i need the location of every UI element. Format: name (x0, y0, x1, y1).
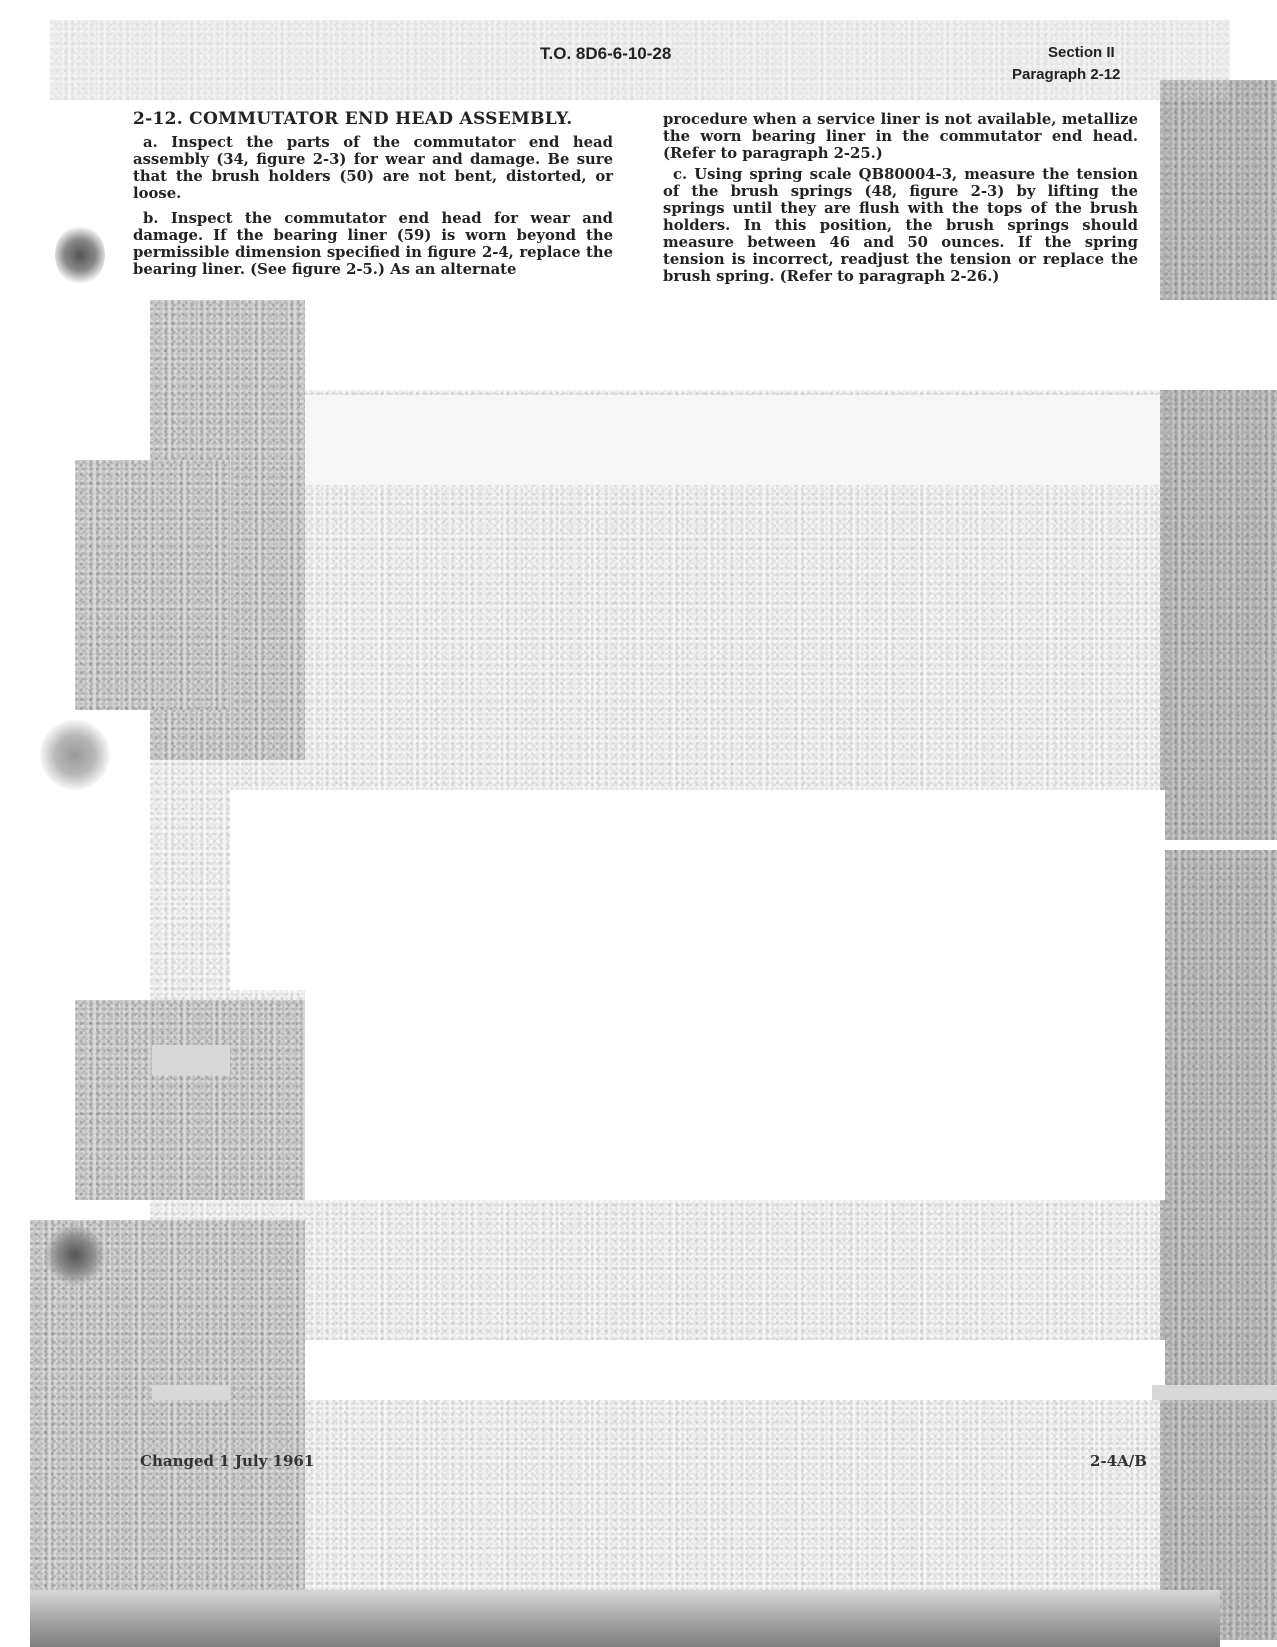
punch-hole-mark (40, 720, 110, 790)
paragraph-a: a. Inspect the parts of the commutator end head assembly (34, figure 2-3) for wear and damage. Be sure that the brush holders (50) are not bent, distorted, or loose. (133, 134, 613, 202)
blank-region (305, 300, 1277, 390)
document-number: T.O. 8D6-6-10-28 (540, 44, 672, 63)
right-column (663, 111, 1138, 289)
page-number: 2-4A/B (1090, 1452, 1147, 1470)
gray-patch (152, 1385, 230, 1400)
paragraph-c: c. Using spring scale QB80004-3, measure the tension of the brush springs (48, figure 2-3) by lifting the springs until they are flush with the tops of the brush holders. In this position, the brush springs should measure between 46 and 50 ounces. If the spring tension is incorrect, readjust the tension or replace the brush spring. (Refer to paragraph 2-26.) (663, 166, 1138, 285)
scan-noise (75, 1000, 305, 1200)
scan-noise (75, 460, 230, 710)
blank-region (305, 1340, 1165, 1400)
blank-region (305, 790, 1165, 1200)
scan-edge (30, 1590, 1220, 1647)
gray-patch (1152, 1385, 1277, 1400)
left-column (133, 111, 613, 282)
paragraph-b-continued: procedure when a service liner is not available, metallize the worn bearing liner in the commutator end head. (Refer to paragraph 2-25.) (663, 111, 1138, 162)
section-label: Section II (1048, 44, 1115, 61)
paragraph-label: Paragraph 2-12 (1012, 66, 1121, 83)
blank-region (230, 790, 305, 990)
section-heading: 2-12. COMMUTATOR END HEAD ASSEMBLY. (133, 109, 573, 129)
change-date: Changed 1 July 1961 (140, 1452, 315, 1470)
paragraph-b: b. Inspect the commutator end head for wear and damage. If the bearing liner (59) is worn beyond the permissible dimension specified in figure 2-4, replace the bearing liner. (See figure 2-5.) As an alternate (133, 210, 613, 278)
gray-patch (152, 1045, 230, 1075)
punch-hole-mark (55, 225, 105, 285)
blank-region (305, 395, 1160, 485)
blank-region (1160, 840, 1277, 850)
punch-hole-mark (45, 1225, 105, 1285)
